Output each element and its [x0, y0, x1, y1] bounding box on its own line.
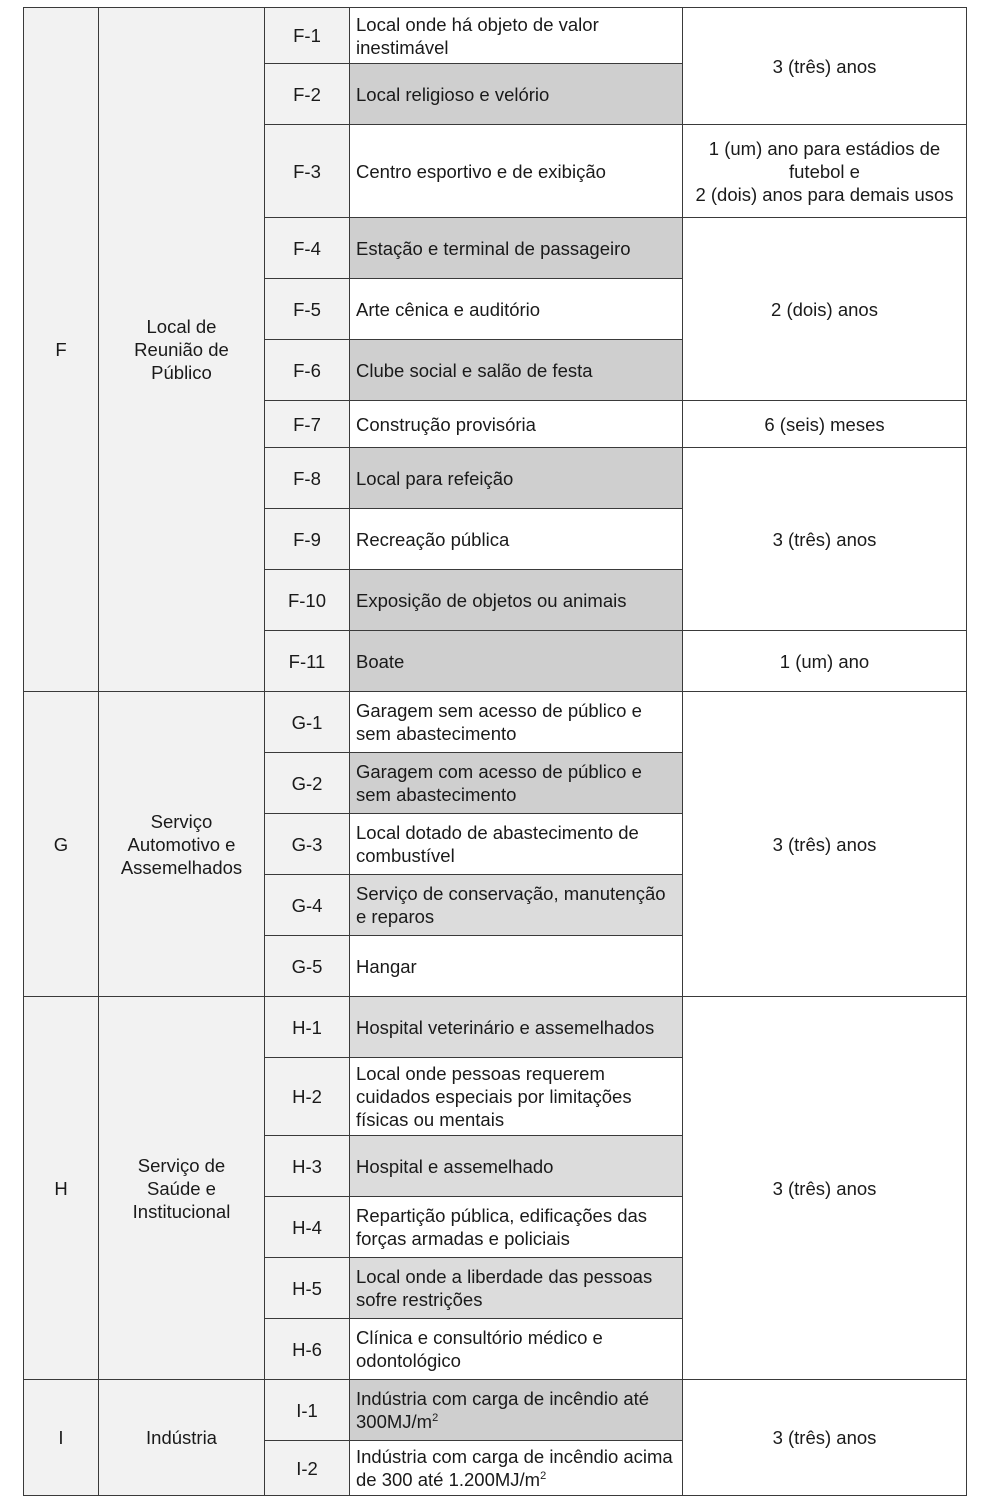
row-code: G-4 — [265, 875, 350, 936]
row-code: G-2 — [265, 753, 350, 814]
row-description: Local para refeição — [350, 448, 683, 509]
row-code: H-5 — [265, 1258, 350, 1319]
validity-period: 3 (três) anos — [683, 1380, 967, 1496]
validity-period: 1 (um) ano — [683, 631, 967, 692]
group-name: Local de Reunião de Público — [99, 8, 265, 692]
group-letter: H — [24, 997, 99, 1380]
row-code: F-2 — [265, 64, 350, 125]
row-code: G-5 — [265, 936, 350, 997]
row-description: Exposição de objetos ou animais — [350, 570, 683, 631]
row-description: Clínica e consultório médico e odontológico — [350, 1319, 683, 1380]
row-code: H-4 — [265, 1197, 350, 1258]
row-code: I-1 — [265, 1380, 350, 1441]
row-code: F-9 — [265, 509, 350, 570]
row-description: Local onde a liberdade das pessoas sofre restrições — [350, 1258, 683, 1319]
group-name: Serviço Automotivo e Assemelhados — [99, 692, 265, 997]
row-description: Boate — [350, 631, 683, 692]
row-code: G-1 — [265, 692, 350, 753]
row-description: Garagem com acesso de público e sem abastecimento — [350, 753, 683, 814]
validity-period: 2 (dois) anos — [683, 218, 967, 401]
group-letter: F — [24, 8, 99, 692]
row-code: F-5 — [265, 279, 350, 340]
row-code: F-8 — [265, 448, 350, 509]
row-description: Hospital veterinário e assemelhados — [350, 997, 683, 1058]
row-description: Serviço de conservação, manutenção e reparos — [350, 875, 683, 936]
row-description: Local onde pessoas requerem cuidados especiais por limitações físicas ou mentais — [350, 1058, 683, 1136]
row-description: Garagem sem acesso de público e sem abastecimento — [350, 692, 683, 753]
row-description: Hangar — [350, 936, 683, 997]
row-code: G-3 — [265, 814, 350, 875]
group-name: Serviço de Saúde e Institucional — [99, 997, 265, 1380]
row-description: Local onde há objeto de valor inestimável — [350, 8, 683, 64]
row-description: Indústria com carga de incêndio acima de 300 até $1.200MJ/m^2$ — [350, 1441, 683, 1496]
validity-period: 6 (seis) meses — [683, 401, 967, 448]
validity-period: 3 (três) anos — [683, 997, 967, 1380]
superscript: 2 — [540, 1469, 547, 1482]
row-code: H-3 — [265, 1136, 350, 1197]
row-code: H-1 — [265, 997, 350, 1058]
row-code: F-4 — [265, 218, 350, 279]
occupancy-table — [23, 7, 967, 1496]
group-letter: I — [24, 1380, 99, 1496]
row-code: F-1 — [265, 8, 350, 64]
row-code: I-2 — [265, 1441, 350, 1496]
row-code: F-11 — [265, 631, 350, 692]
row-description: Local dotado de abastecimento de combustível — [350, 814, 683, 875]
row-description: Repartição pública, edificações das forças armadas e policiais — [350, 1197, 683, 1258]
row-code: F-7 — [265, 401, 350, 448]
superscript: 2 — [432, 1411, 439, 1424]
row-code: F-6 — [265, 340, 350, 401]
row-description: Centro esportivo e de exibição — [350, 125, 683, 218]
row-code: F-3 — [265, 125, 350, 218]
validity-period: 3 (três) anos — [683, 448, 967, 631]
row-code: H-6 — [265, 1319, 350, 1380]
row-description: Estação e terminal de passageiro — [350, 218, 683, 279]
row-description: Hospital e assemelhado — [350, 1136, 683, 1197]
group-letter: G — [24, 692, 99, 997]
row-code: F-10 — [265, 570, 350, 631]
row-code: H-2 — [265, 1058, 350, 1136]
row-description: Recreação pública — [350, 509, 683, 570]
row-description: Indústria com carga de incêndio até $300MJ/m^2$ — [350, 1380, 683, 1441]
validity-period: 1 (um) ano para estádios de futebol e 2 (dois) anos para demais usos — [683, 125, 967, 218]
validity-period: 3 (três) anos — [683, 8, 967, 125]
group-name: Indústria — [99, 1380, 265, 1496]
row-description: Clube social e salão de festa — [350, 340, 683, 401]
row-description: Local religioso e velório — [350, 64, 683, 125]
row-description: Construção provisória — [350, 401, 683, 448]
validity-period: 3 (três) anos — [683, 692, 967, 997]
row-description: Arte cênica e auditório — [350, 279, 683, 340]
